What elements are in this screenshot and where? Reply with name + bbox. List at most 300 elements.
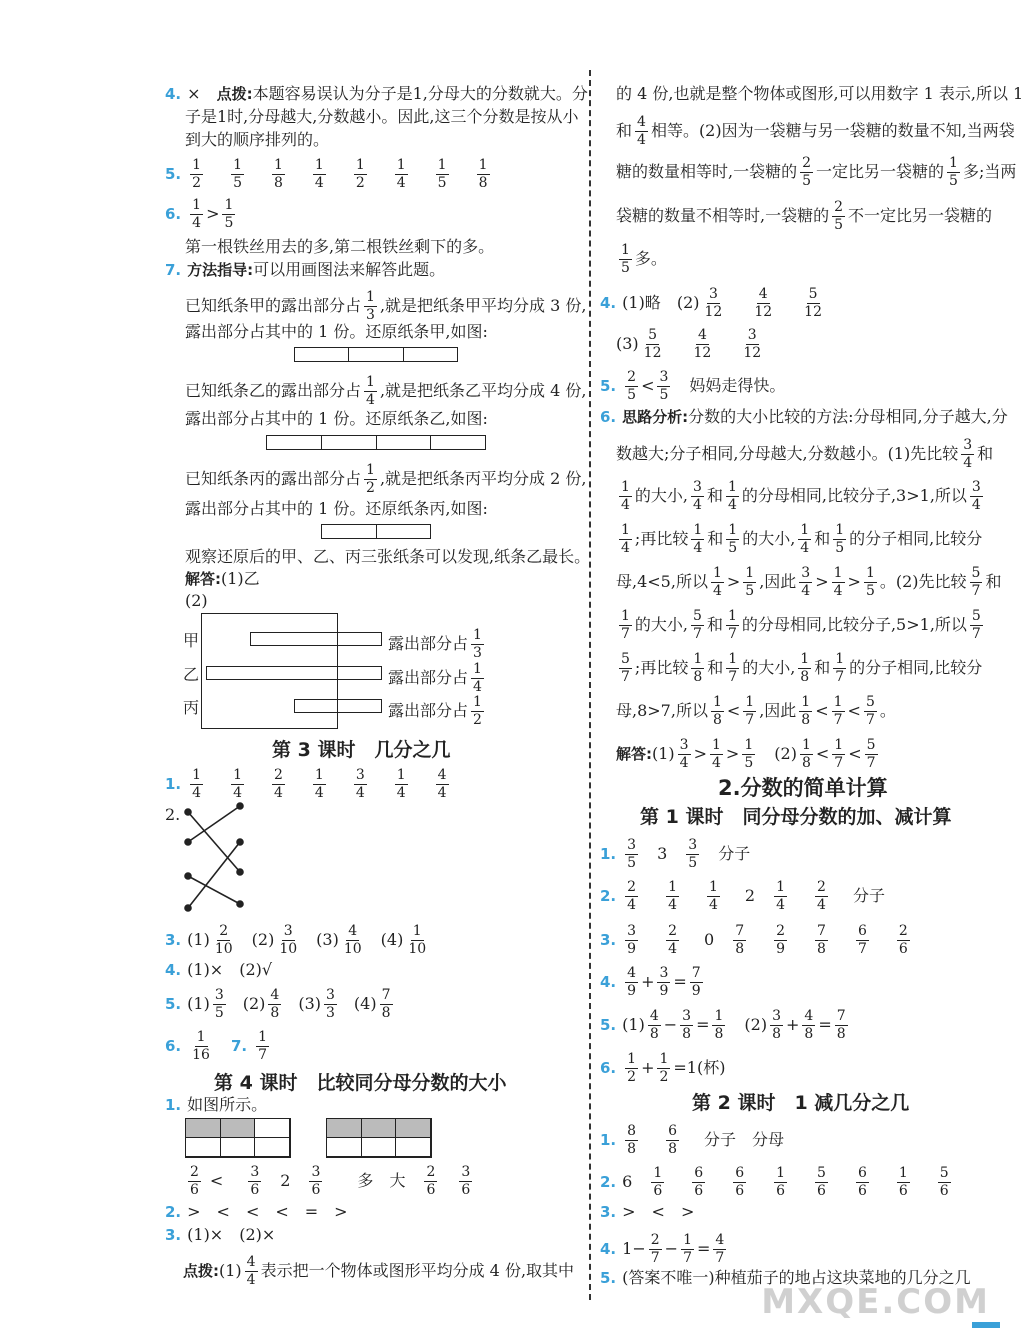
fraction-item: [474, 158, 493, 191]
part-label: (1): [187, 994, 210, 1013]
numerator: 3: [679, 737, 689, 753]
fraction: [313, 158, 326, 191]
numerator: 2: [802, 155, 812, 171]
fraction: [666, 924, 679, 957]
fraction: [726, 609, 739, 642]
denominator: 5: [835, 540, 845, 556]
denominator: 7: [865, 712, 875, 728]
numerator: 1: [478, 157, 488, 173]
r-line2: 和 $\frac{4}{4}$ 相等。(2)因为一袋糖与另一袋糖的数量不知,当两袋: [616, 114, 1015, 148]
rq5-row: 5. $\frac{2}{5}$ < $\frac{3}{5}$ 妈妈走得快。: [600, 369, 786, 403]
denominator: 7: [715, 1250, 725, 1266]
fraction-item: [663, 924, 682, 957]
fraction-wrap: [616, 608, 635, 642]
q7-c1: 已知纸条丙的露出部分占 $\frac{1}{2}$ ,就是把纸条丙平均分成 2 份,: [185, 462, 587, 496]
part-label: (3): [298, 994, 321, 1013]
rq6-l3: $\frac{1}{4}$ 的大小, $\frac{3}{4}$ 和 $\frac{1}{4}$ 的分母相同,比较分子,3>1,所以 $\frac{3}{4}$: [616, 480, 986, 513]
numerator: 2: [834, 199, 844, 215]
numerator: 4: [437, 767, 447, 783]
denominator: 4: [668, 941, 677, 957]
denominator: 4: [833, 583, 843, 599]
fraction: [354, 768, 367, 801]
denominator: 12: [804, 304, 822, 320]
numerator: 4: [649, 1008, 659, 1024]
denominator: 8: [714, 1026, 724, 1042]
numerator: 5: [971, 608, 981, 624]
fraction: [800, 156, 813, 189]
denominator: 9: [659, 983, 669, 999]
fraction-wrap: [456, 1164, 475, 1198]
fraction: [856, 924, 869, 957]
fraction: [213, 988, 226, 1021]
fraction: [832, 566, 845, 599]
part-label: (3): [316, 930, 339, 949]
fraction-wrap: [688, 651, 707, 685]
fraction: [190, 158, 203, 191]
denominator: 7: [728, 669, 738, 685]
numerator: 1: [835, 522, 845, 538]
denominator: 4: [396, 175, 406, 191]
u6-row: 6. $\frac{1}{2}$ + $\frac{1}{2}$ =1(杯): [600, 1051, 726, 1085]
fraction-wrap: [616, 651, 635, 685]
denominator: 5: [621, 260, 630, 276]
fraction: [713, 1233, 726, 1266]
numerator: 1: [224, 197, 234, 213]
numerator: 1: [396, 157, 406, 173]
l4q1-row: 1. 如图所示。: [165, 1095, 268, 1114]
numerator: 1: [196, 1029, 206, 1045]
fraction-wrap: [967, 479, 986, 513]
fraction-item: [663, 1124, 682, 1157]
fraction-item: [269, 768, 288, 801]
denominator: 12: [693, 345, 712, 361]
denominator: 4: [273, 785, 283, 801]
numerator: 1: [621, 522, 630, 538]
fraction-item: [269, 158, 288, 191]
numerator: 4: [270, 987, 280, 1003]
fraction: [459, 1165, 472, 1198]
fraction: [342, 924, 364, 957]
q4-line1: 4. × 点拨:本题容易误认为分子是1,分母大的分数就大。分: [165, 84, 588, 103]
fraction-wrap: [645, 1008, 664, 1042]
fraction-item: [812, 924, 831, 957]
fraction: [711, 695, 724, 728]
fraction: [710, 738, 723, 771]
numerator: 3: [627, 837, 637, 853]
fraction-wrap: [707, 737, 726, 771]
fraction: [815, 924, 828, 957]
denominator: 8: [682, 1026, 692, 1042]
fraction: [245, 1255, 258, 1288]
fraction: [691, 609, 704, 642]
fraction-wrap: [688, 522, 707, 556]
denominator: 4: [473, 679, 482, 695]
numerator: 2: [273, 767, 283, 783]
fraction: [733, 924, 746, 957]
numerator: 1: [833, 694, 843, 710]
numerator: 1: [712, 737, 721, 753]
fraction-wrap: [829, 737, 848, 771]
row-label-bing: 丙: [183, 698, 200, 717]
denominator: 6: [898, 941, 908, 957]
fraction-wrap: [796, 565, 815, 599]
fraction: [364, 375, 377, 408]
fraction-wrap: [622, 369, 641, 403]
fraction: [970, 480, 983, 513]
fraction-wrap: [361, 462, 380, 496]
fraction: [277, 924, 299, 957]
fraction: [691, 652, 704, 685]
fraction-wrap: [708, 694, 727, 728]
v3-row: 3. > < >: [600, 1202, 695, 1221]
fraction: [897, 1166, 910, 1199]
fraction-wrap: [723, 522, 742, 556]
denominator: 4: [192, 785, 202, 801]
numerator: 3: [355, 767, 365, 783]
fraction: [802, 287, 824, 320]
denominator: 4: [801, 583, 811, 599]
fraction: [625, 1124, 638, 1157]
strip-yi: [266, 435, 486, 450]
q7-b1: 已知纸条乙的露出部分占 $\frac{1}{4}$ ,就是把纸条乙平均分成 4 份,: [185, 374, 587, 408]
fraction-wrap: [688, 479, 707, 513]
numerator: 1: [776, 879, 786, 895]
denominator: 7: [833, 712, 843, 728]
fraction: [865, 738, 878, 771]
numerator: 5: [621, 651, 630, 667]
denominator: 7: [621, 669, 630, 685]
numerator: 1: [712, 694, 722, 710]
denominator: 6: [735, 1183, 745, 1199]
rq6-l7: $\frac{5}{7}$ ;再比较 $\frac{1}{8}$ 和 $\frac{1}{7}$ 的大小, $\frac{1}{8}$ 和 $\frac{1}{7}$ 的分子相同,比较分: [616, 652, 982, 685]
fraction-item: [853, 1166, 872, 1199]
u1-row: 1. $\frac{3}{5}$ 3 $\frac{3}{5}$ 分子: [600, 837, 751, 871]
numerator: 8: [627, 1123, 637, 1139]
fraction-item: [689, 328, 717, 361]
r-line3: 糖的数量相等时,一袋糖的 $\frac{2}{5}$ 一定比另一袋糖的 $\frac{1}{5}$ 多;当两: [616, 155, 1017, 189]
fraction: [666, 880, 679, 913]
denominator: 6: [653, 1183, 663, 1199]
fraction-list: [187, 767, 473, 801]
rq4-row2: (3) $\frac{5}{12}$ $\frac{4}{12}$ $\frac{3}{12}$: [616, 328, 788, 361]
numerator: 3: [971, 479, 981, 495]
part-label: (2): [242, 994, 266, 1013]
denominator: 4: [693, 540, 703, 556]
denominator: 6: [426, 1182, 436, 1198]
fraction-wrap: [654, 369, 673, 403]
q4-line3: 到大的顺序排列的。: [185, 130, 330, 149]
fraction-wrap: [245, 1164, 264, 1198]
numerator: 3: [801, 565, 811, 581]
denominator: 3: [366, 307, 375, 323]
denominator: 5: [659, 387, 669, 403]
denominator: 4: [437, 785, 447, 801]
numerator: 1: [437, 157, 447, 173]
fraction: [802, 1009, 815, 1042]
numerator: 7: [836, 1008, 846, 1024]
page-corner-mark: [972, 1322, 1000, 1328]
fraction-item: [771, 924, 790, 957]
numerator: 1: [949, 155, 958, 171]
denominator: 5: [437, 175, 447, 191]
q7-a2: 露出部分占其中的 1 份。还原纸条甲,如图:: [185, 322, 488, 341]
fraction: [309, 1165, 322, 1198]
heading-lesson2: 第 2 课时 1 减几分之几: [692, 1092, 910, 1114]
numerator: 2: [650, 1232, 660, 1248]
denominator: 4: [963, 455, 973, 471]
fraction: [364, 290, 377, 323]
l3q2-num: 2.: [165, 805, 181, 824]
fraction-wrap: [361, 289, 380, 323]
fraction: [231, 158, 244, 191]
fraction-wrap: [795, 651, 814, 685]
numerator: 1: [865, 565, 875, 581]
fraction-item: [622, 924, 641, 957]
denominator: 8: [772, 1026, 781, 1042]
denominator: 8: [273, 175, 283, 191]
denominator: 6: [461, 1182, 471, 1198]
fraction-list: [622, 1123, 704, 1157]
numerator: 1: [898, 1165, 908, 1181]
numerator: 1: [366, 289, 375, 305]
fraction: [800, 738, 813, 771]
fraction: [188, 1165, 201, 1198]
fraction: [213, 924, 235, 957]
denominator: 5: [688, 855, 698, 871]
denominator: 4: [712, 755, 721, 771]
denominator: 7: [650, 1250, 660, 1266]
fraction: [970, 566, 983, 599]
rq6-answer: 解答:(1) $\frac{3}{4}$ > $\frac{1}{4}$ > $\frac{1}{5}$ (2) $\frac{1}{8}$ < $\frac{1}{7}$ < $\frac{5}{7}$: [616, 738, 881, 771]
q7-c2: 露出部分占其中的 1 份。还原纸条丙,如图:: [185, 499, 488, 518]
numerator: 3: [250, 1164, 260, 1180]
fraction-item: [935, 1166, 954, 1199]
numerator: 5: [693, 608, 702, 624]
numerator: 1: [683, 1232, 692, 1248]
fraction: [649, 1233, 662, 1266]
fraction: [625, 924, 638, 957]
fraction-wrap: [861, 694, 880, 728]
denominator: 4: [233, 785, 242, 801]
denominator: 7: [835, 669, 845, 685]
fraction: [625, 838, 638, 871]
fraction-item: [622, 1124, 641, 1157]
answer-item: [353, 987, 396, 1021]
fraction: [222, 198, 235, 231]
q6-row: 6. $\frac{1}{4}$ > $\frac{1}{5}$: [165, 198, 238, 231]
fraction-wrap: [967, 565, 986, 599]
denominator: 6: [898, 1183, 908, 1199]
fraction: [424, 1165, 437, 1198]
denominator: 7: [866, 755, 876, 771]
v4-row: 4. 1− $\frac{2}{7}$ − $\frac{1}{7}$ = $\frac{4}{7}$: [600, 1233, 729, 1266]
heading-lesson4: 第 4 课时 比较同分母分数的大小: [214, 1072, 507, 1094]
denominator: 9: [627, 983, 637, 999]
fraction-item: [730, 924, 749, 957]
numerator: 4: [804, 1008, 814, 1024]
fraction: [648, 1009, 661, 1042]
fraction: [692, 328, 714, 361]
numerator: 4: [697, 327, 707, 343]
fraction-item: [771, 880, 790, 913]
fraction: [856, 1166, 869, 1199]
fraction: [686, 838, 699, 871]
fraction-item: [187, 768, 206, 801]
rq4-row1: 4. (1)略 (2) $\frac{3}{12}$ $\frac{4}{12}$ $\frac{5}{12}$: [600, 287, 849, 320]
denominator: 8: [801, 712, 811, 728]
fraction-item: [187, 158, 206, 191]
heading-lesson1: 第 1 课时 同分母分数的加、减计算: [640, 806, 952, 828]
fraction: [770, 1009, 783, 1042]
fraction: [471, 662, 484, 695]
denominator: 5: [627, 387, 637, 403]
heading-lesson3: 第 3 课时 几分之几: [272, 739, 451, 761]
numerator: 4: [758, 286, 768, 302]
fraction: [691, 523, 704, 556]
numerator: 4: [637, 114, 646, 130]
fraction-item: [812, 1166, 831, 1199]
fraction-item: [730, 1166, 749, 1199]
r-line1: 的 4 份,也就是整个物体或图形,可以用数字 1 表示,所以 1: [616, 84, 1023, 103]
numerator: 3: [659, 965, 669, 981]
denominator: 7: [834, 755, 844, 771]
fraction-wrap: [306, 1164, 325, 1198]
numerator: 2: [668, 923, 677, 939]
numerator: 1: [621, 242, 630, 258]
fraction-wrap: [622, 965, 641, 999]
fraction-wrap: [832, 1008, 851, 1042]
fraction-wrap: [187, 197, 206, 231]
u3-row: 3. $\frac{3}{9}$ $\frac{2}{4}$ 0 $\frac{7}{8}$ $\frac{2}{9}$ $\frac{7}{8}$ $\frac{6}{7}$ $\frac{2}{6}$: [600, 924, 935, 957]
fraction: [256, 1030, 269, 1063]
numerator: 6: [857, 923, 867, 939]
fraction: [947, 156, 960, 189]
fraction-wrap: [708, 565, 727, 599]
numerator: 1: [314, 767, 324, 783]
fraction: [681, 1233, 694, 1266]
denominator: 7: [258, 1047, 268, 1063]
fraction: [354, 158, 367, 191]
fraction: [752, 287, 774, 320]
fraction-list: [622, 923, 704, 957]
fraction-wrap: [797, 737, 816, 771]
column-divider: [589, 70, 591, 1300]
fraction-wrap: [740, 565, 759, 599]
denominator: 8: [800, 669, 810, 685]
fraction-wrap: [468, 661, 487, 695]
fraction-wrap: [958, 437, 977, 471]
numerator: 1: [621, 608, 630, 624]
numerator: 1: [800, 651, 810, 667]
fraction: [774, 924, 787, 957]
numerator: 1: [396, 767, 406, 783]
fraction-item: [738, 328, 766, 361]
fraction-item: [894, 1166, 913, 1199]
denominator: 5: [949, 173, 958, 189]
denominator: 8: [804, 1026, 814, 1042]
fraction-item: [392, 158, 411, 191]
fraction: [231, 768, 244, 801]
numerator: 1: [192, 767, 202, 783]
fraction-wrap: [795, 522, 814, 556]
fraction: [961, 438, 974, 471]
fraction: [691, 480, 704, 513]
fraction-wrap: [683, 837, 702, 871]
v5-row: 5. (答案不唯一)种植茄子的地占这块菜地的几分之几: [600, 1268, 971, 1287]
numerator: 1: [273, 157, 283, 173]
fraction-list: [771, 879, 853, 913]
fraction: [657, 966, 670, 999]
fraction: [833, 652, 846, 685]
denominator: 4: [627, 897, 637, 913]
fraction: [680, 1009, 693, 1042]
numerator: 4: [246, 1254, 256, 1270]
strip-bing: [321, 524, 431, 539]
fraction-wrap: [253, 1029, 272, 1063]
denominator: 4: [776, 897, 786, 913]
fraction: [774, 880, 787, 913]
numerator: 6: [735, 1165, 745, 1181]
q7-observe: 观察还原后的甲、乙、丙三张纸条可以发现,纸条乙最长。: [185, 547, 591, 566]
fraction-wrap: [944, 155, 963, 189]
denominator: 6: [939, 1183, 949, 1199]
fraction-item: [771, 1166, 790, 1199]
numerator: 3: [688, 837, 698, 853]
u5-row: 5. (1) $\frac{4}{8}$ − $\frac{3}{8}$ = $\frac{1}{8}$ (2) $\frac{3}{8}$ + $\frac{4}{8}$ = $\frac{7}{8}$: [600, 1009, 851, 1042]
denominator: 8: [381, 1005, 391, 1021]
fraction-item: [639, 328, 667, 361]
numerator: 1: [745, 565, 755, 581]
denominator: 4: [817, 897, 826, 913]
matching-lines: [180, 800, 250, 920]
fraction: [471, 695, 484, 728]
fraction: [324, 988, 337, 1021]
denominator: 2: [366, 480, 375, 496]
numerator: 1: [653, 1165, 663, 1181]
denominator: 8: [836, 1026, 846, 1042]
denominator: 8: [817, 941, 826, 957]
answer-item: [380, 923, 432, 957]
fraction: [832, 738, 845, 771]
denominator: 5: [233, 175, 242, 191]
denominator: 2: [627, 1069, 637, 1085]
fraction: [707, 880, 720, 913]
l4q2-row: 2. > < < < = >: [165, 1202, 348, 1221]
fraction: [436, 768, 449, 801]
numerator: 5: [865, 694, 875, 710]
fraction-wrap: [632, 114, 651, 148]
numerator: 5: [817, 1165, 826, 1181]
fraction-wrap: [678, 1232, 697, 1266]
numerator: 5: [971, 565, 981, 581]
denominator: 6: [311, 1182, 321, 1198]
fraction: [742, 738, 755, 771]
fraction: [625, 370, 638, 403]
denominator: 4: [366, 392, 375, 408]
l3q4-row: 4. (1)× (2)√: [165, 960, 273, 979]
fraction-wrap: [967, 608, 986, 642]
fraction: [743, 566, 756, 599]
numerator: 1: [366, 374, 375, 390]
fraction-wrap: [421, 1164, 440, 1198]
q6-text: 第一根铁丝用去的多,第二根铁丝剩下的多。: [185, 237, 495, 256]
numerator: 1: [668, 879, 677, 895]
fraction-list: [622, 879, 745, 913]
fraction: [619, 609, 632, 642]
fraction-item: [351, 158, 370, 191]
v2-row: 2. 6 $\frac{1}{6}$ $\frac{6}{6}$ $\frac{6}{6}$ $\frac{1}{6}$ $\frac{5}{6}$ $\frac{6}{6}$ $\frac{1}{6}$ $\frac{5}{6}$: [600, 1166, 976, 1199]
fraction: [477, 158, 490, 191]
